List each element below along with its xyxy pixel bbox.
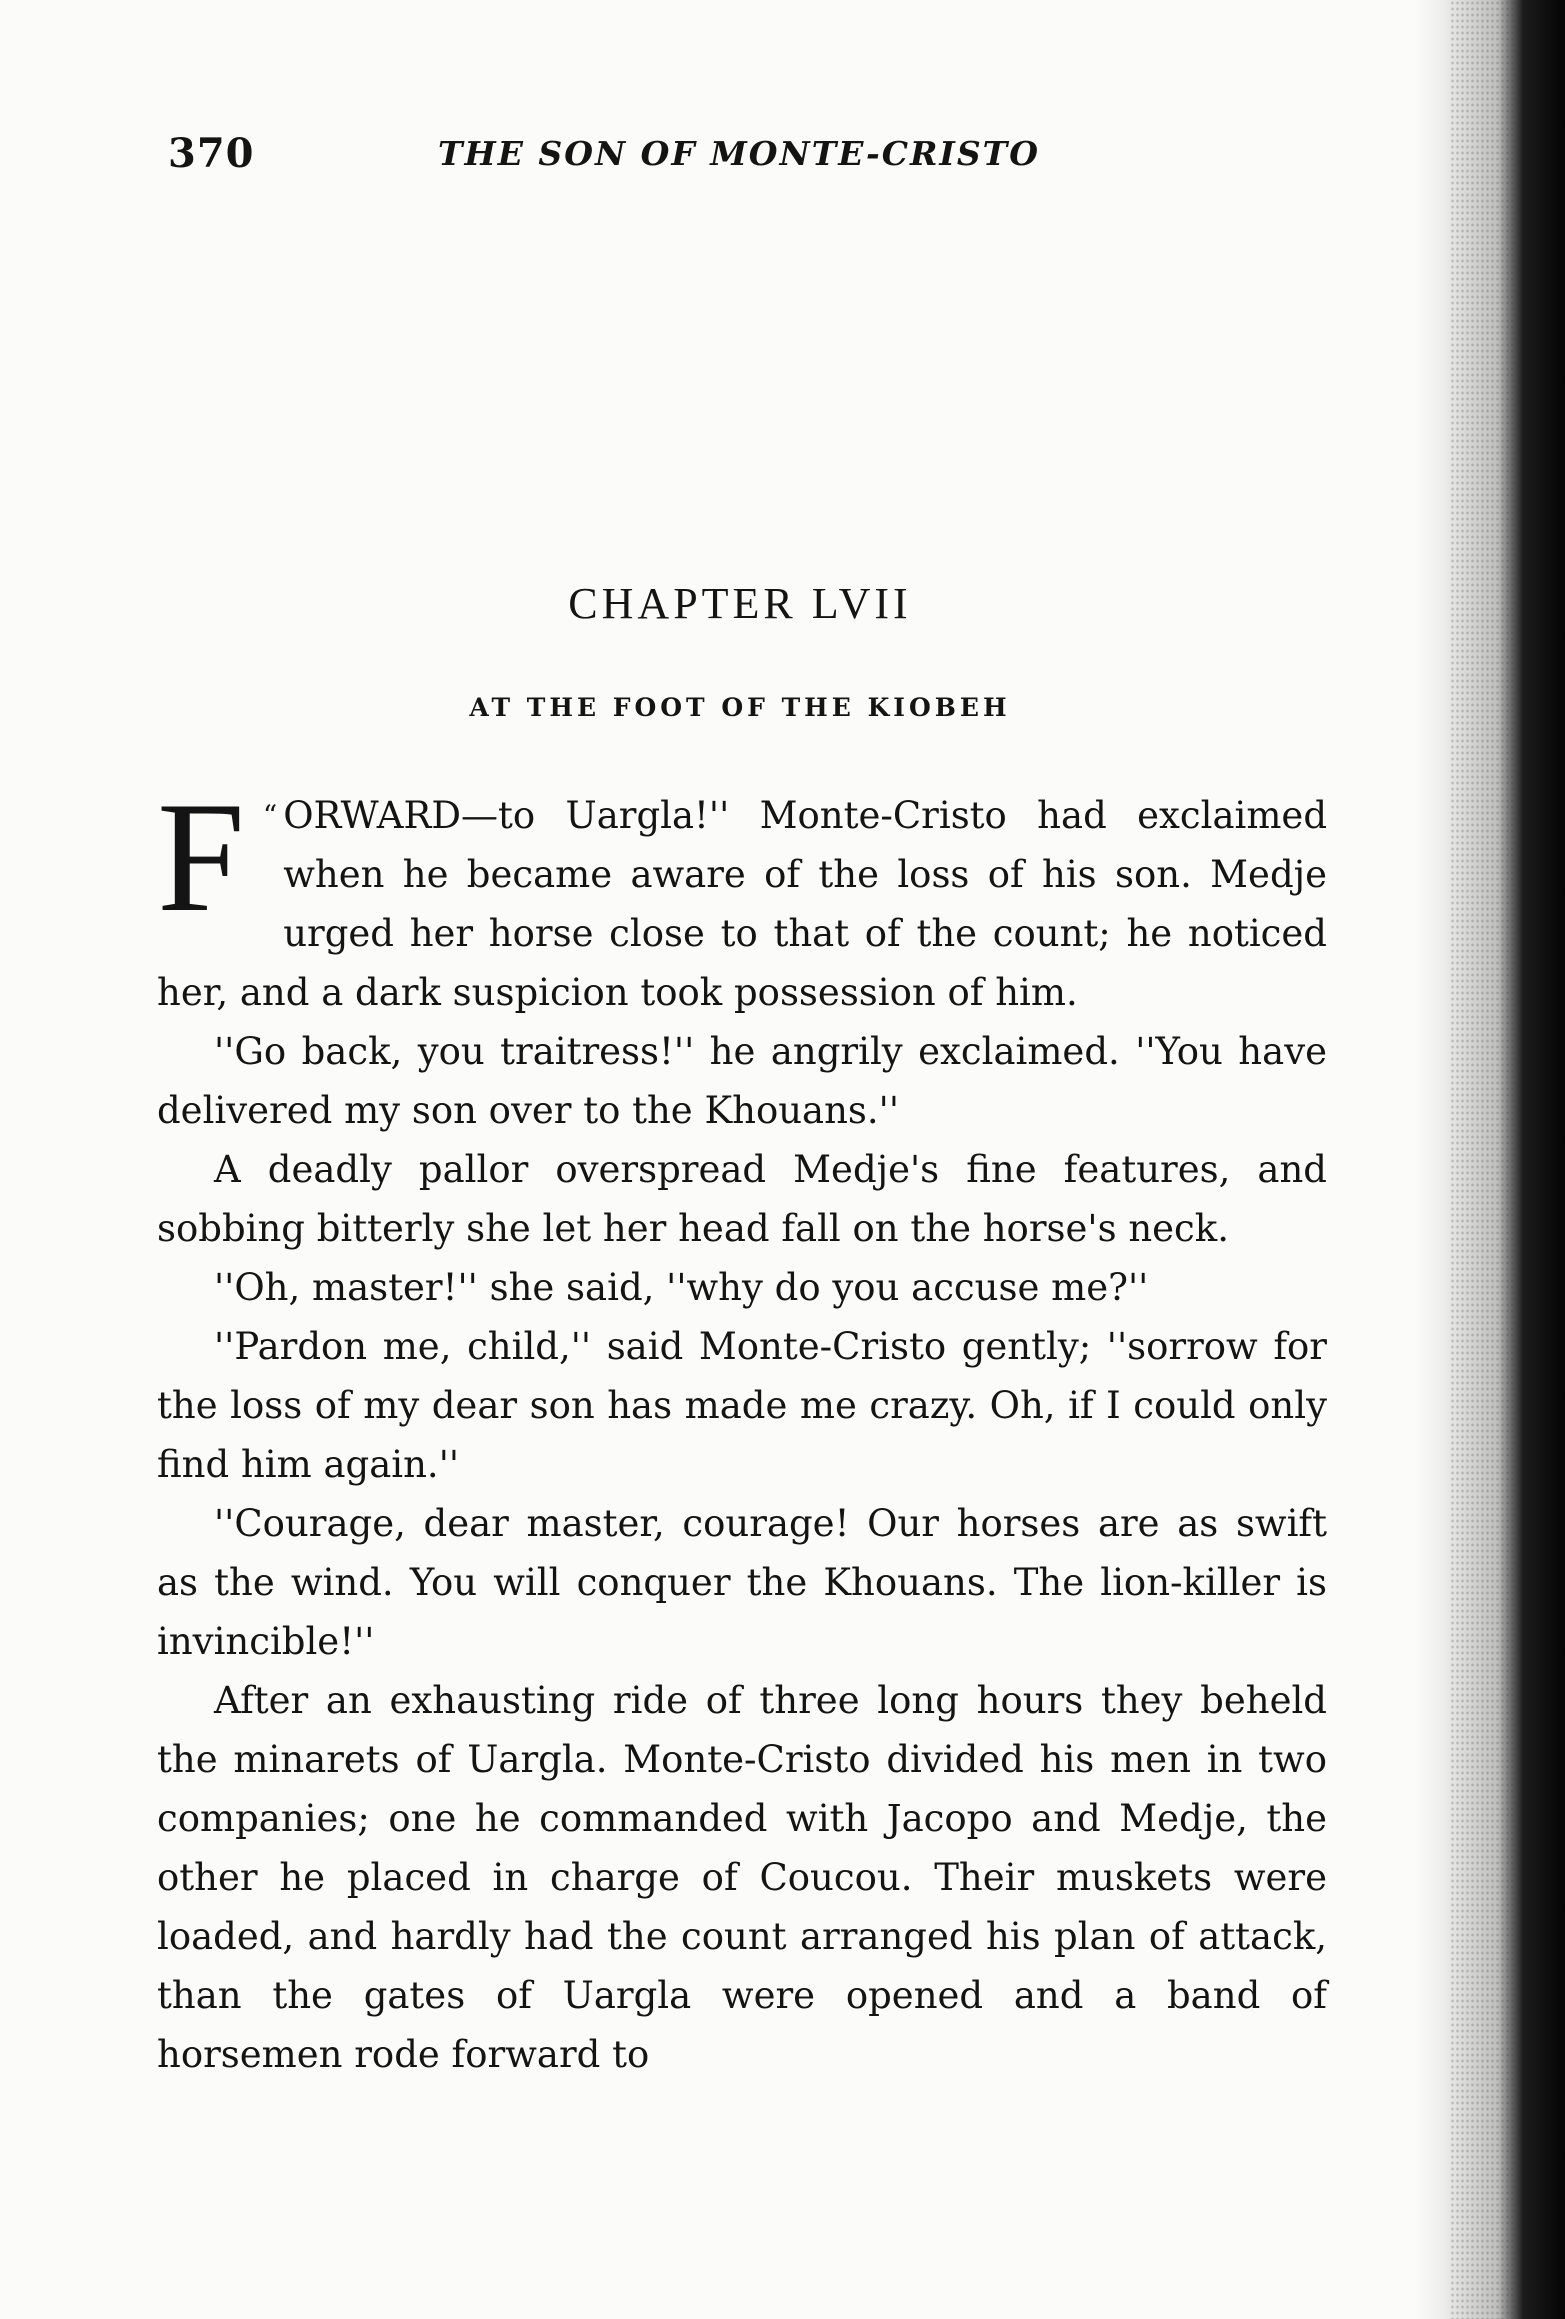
paragraph-2: ''Go back, you traitress!'' he angrily exclaimed. ''You have delivered my son over to the Khouans.'' bbox=[157, 1030, 1327, 1132]
chapter-heading: CHAPTER LVII bbox=[568, 579, 912, 628]
paragraph-1-text: ORWARD—to Uargla!'' Monte-Cristo had exclaimed when he became aware of the loss of his son. Medje urged her horse close to that of the count; he noticed her, and a dark suspicion took possession of him. bbox=[157, 794, 1327, 1014]
drop-cap-group bbox=[157, 770, 283, 945]
running-title: THE SON OF MONTE-CRISTO bbox=[438, 134, 1040, 173]
opening-quote: “ bbox=[262, 799, 278, 832]
body-text bbox=[157, 770, 1327, 2084]
paragraph-3: A deadly pallor overspread Medje's fine features, and sobbing bitterly she let her head fall on the horse's neck. bbox=[157, 1148, 1327, 1250]
paragraph-4: ''Oh, master!'' she said, ''why do you accuse me?'' bbox=[214, 1266, 1149, 1309]
running-head bbox=[168, 130, 1328, 190]
paragraph-1 bbox=[157, 770, 1327, 1022]
page-number: 370 bbox=[168, 130, 255, 177]
drop-cap: F bbox=[157, 770, 245, 945]
chapter-subtitle: AT THE FOOT OF THE KIOBEH bbox=[469, 693, 1011, 722]
binding-texture bbox=[1450, 0, 1520, 2319]
paragraph-7: After an exhausting ride of three long hours they beheld the minarets of Uargla. Monte-Cristo divided his men in two companies; one he commanded with Jacopo and Medje, the other he placed in charge of Coucou. Their muskets were loaded, and hardly had the count arranged his plan of attack, than the gates of Uargla were opened and a band of horsemen rode forward to bbox=[157, 1679, 1327, 2076]
paragraph-6: ''Courage, dear master, courage! Our horses are as swift as the wind. You will conquer the Khouans. The lion-killer is invincible!'' bbox=[157, 1502, 1327, 1663]
paragraph-5: ''Pardon me, child,'' said Monte-Cristo gently; ''sorrow for the loss of my dear son has made me crazy. Oh, if I could only find him again.'' bbox=[157, 1325, 1327, 1486]
